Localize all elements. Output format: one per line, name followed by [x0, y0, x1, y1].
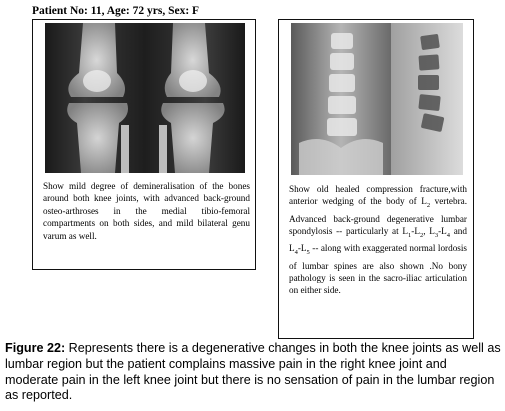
- knee-xray-drawing: [45, 23, 245, 173]
- spine-xray-caption: Show old healed compression fracture,with anterior wedging of the body of $L_2$ vertebra. Advanced back-ground degenerative lumbar spondylosis -- particularly at $L_1-L_2$, $L_3-L_4$ and $L_4-L_5$ -- along with exaggerated normal lordosis of lumbar spines are also shown .No bony pathology is seen in the sacro-iliac articulation on either side.: [289, 184, 468, 296]
- knee-xray-image: [45, 23, 245, 173]
- figure-caption: [5, 341, 501, 404]
- figure-label: Figure 22:: [5, 341, 66, 355]
- patient-header: Patient No: 11, Age: 72 yrs, Sex: F: [32, 5, 200, 17]
- knee-xray-panel: [32, 19, 256, 270]
- figure-caption-text: Represents there is a degenerative changes in both the knee joints as well as lumbar region but the patient complains massive pain in the right knee joint and moderate pain in the left knee joint but there is no sensation of pain in the lumbar region as reported.: [5, 341, 501, 403]
- spine-xray-drawing: [291, 23, 463, 175]
- spine-xray-image: [291, 23, 463, 175]
- spine-xray-panel: [278, 19, 474, 339]
- knee-xray-caption: Show mild degree of demineralisation of the bones around both knee joints, with advanced back-ground osteo-arthroses in the medial tibio-femoral compartments on both sides, and mild bilateral genu varum as well.: [43, 181, 250, 241]
